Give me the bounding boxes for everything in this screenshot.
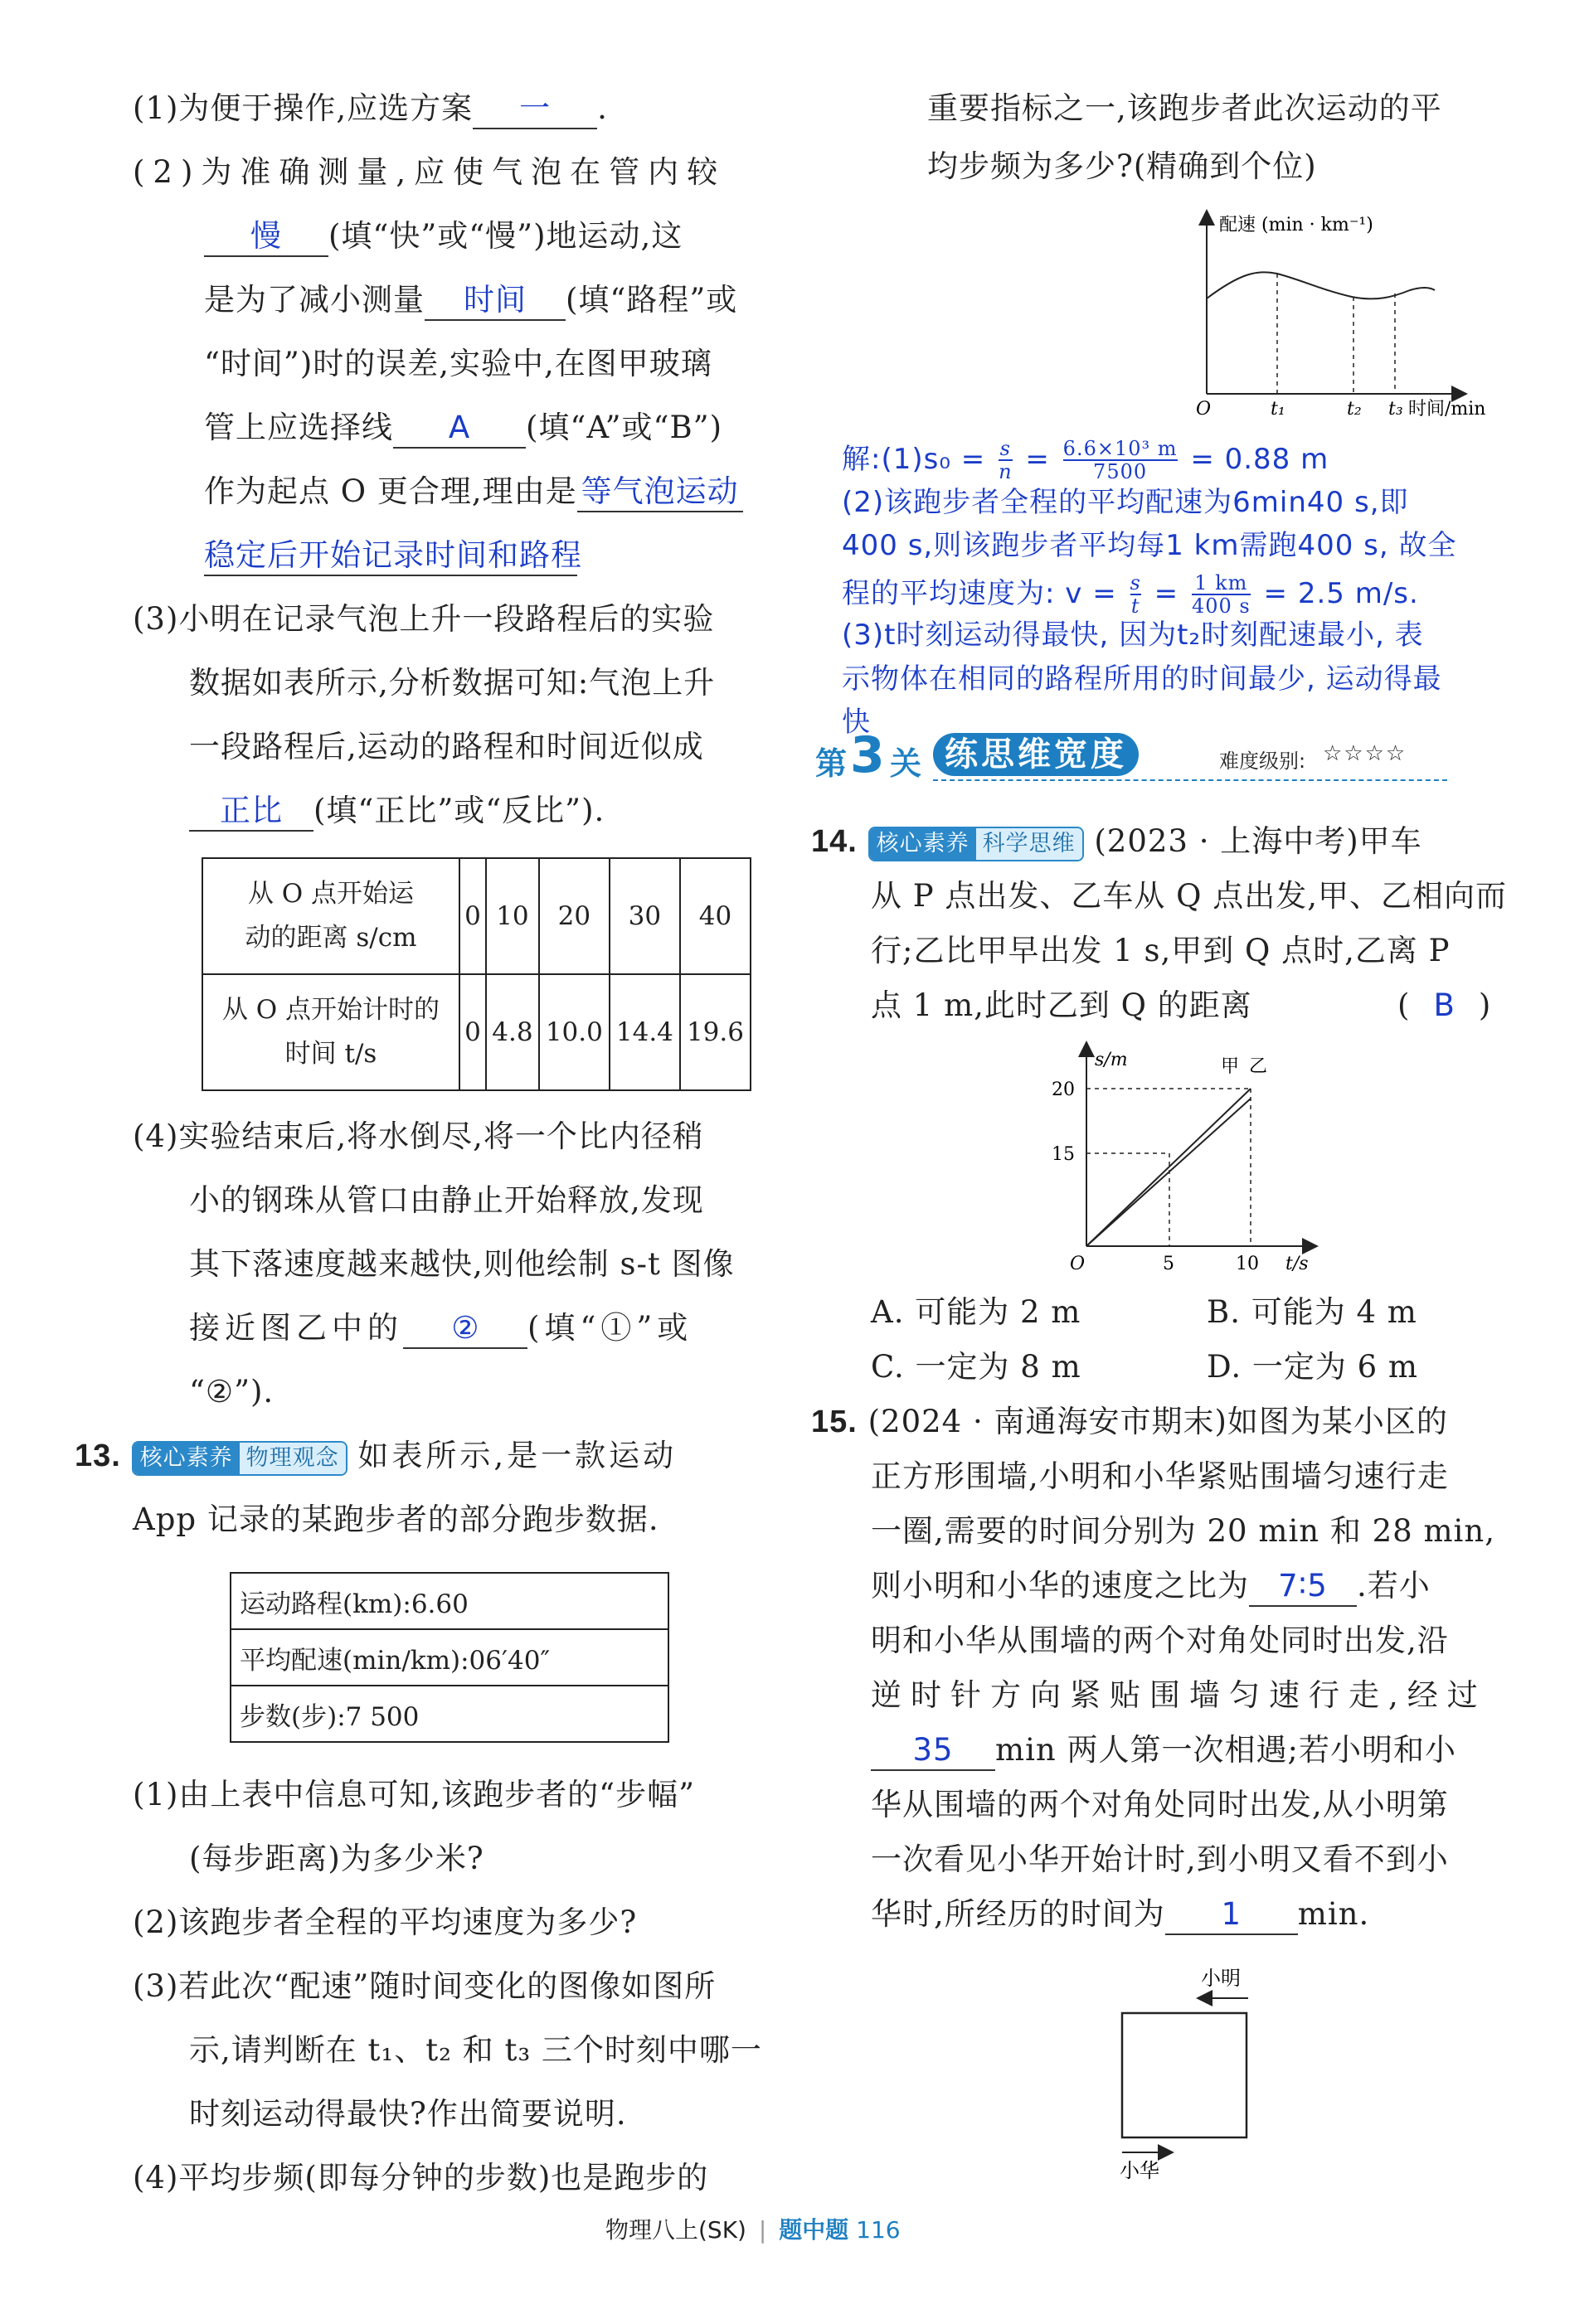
q14-header: 14. 核心素养 科学思维 (2023 · 上海中考)甲车	[811, 822, 1422, 862]
q14-option-c: C. 一定为 8 m	[871, 1349, 1081, 1385]
table-cell: 14.4	[610, 974, 680, 1090]
tick-5: 5	[1163, 1254, 1174, 1274]
x-axis-label: t/s	[1285, 1254, 1309, 1274]
q13-cont-line2: 均步频为多少?(精确到个位)	[927, 148, 1317, 184]
pace-curve	[1207, 272, 1435, 298]
difficulty-label: 难度级别:	[1219, 750, 1306, 773]
q13-app-data-box	[230, 1572, 669, 1743]
banner-number: 3	[850, 726, 885, 784]
q12-2-answer-quantity: 时间	[425, 281, 566, 321]
table-cell: 0	[459, 974, 486, 1090]
q12-part4-line2: 小的钢珠从管口由静止开始释放,发现	[189, 1182, 704, 1218]
table-cell: 10	[486, 858, 539, 974]
q14-option-a: A. 可能为 2 m	[871, 1294, 1081, 1330]
q13-part1-line2: (每步距离)为多少米?	[189, 1841, 484, 1876]
table-cell: 4.8	[486, 974, 539, 1090]
difficulty-stars: ☆☆☆☆	[1323, 741, 1407, 766]
q15-line7: 35 min 两人第一次相遇;若小明和小	[871, 1731, 1456, 1771]
q13-header: 13. 核心素养 物理观念 如表所示,是一款运动	[75, 1437, 677, 1477]
q12-1-answer: 一	[473, 90, 597, 129]
q14-tag: 核心素养 科学思维	[868, 827, 1084, 861]
q12-part2-line7	[204, 536, 582, 576]
q14-answer-bracket: ( B )	[1397, 987, 1492, 1023]
q12-part2-line3: 是为了减小测量 时间 (填“路程”或	[204, 281, 737, 321]
wall-figure	[1103, 1957, 1285, 2189]
q12-part1: (1)为便于操作,应选方案 一 .	[133, 90, 608, 129]
q12-2-answer-line: A	[393, 409, 526, 449]
page-number: 116	[856, 2216, 901, 2244]
q12-part3-line1: (3)小明在记录气泡上升一段路程后的实验	[133, 601, 715, 637]
solution-line1: 解:(1)s₀ = $\frac{s}{n}$ = $\frac{\text{6.6×10³ m}}{7500}$ = 0.88 m	[842, 437, 1329, 484]
q12-part3-line2: 数据如表所示,分析数据可知:气泡上升	[189, 665, 716, 701]
q12-part4-line1: (4)实验结束后,将水倒尽,将一个比内径稍	[133, 1118, 704, 1154]
q12-part4-line3: 其下落速度越来越快,则他绘制 s-t 图像	[189, 1246, 735, 1282]
pace-chart	[1178, 207, 1509, 431]
origin-label: O	[1070, 1254, 1086, 1274]
t2-label: t₂	[1347, 399, 1362, 420]
q15-answer-ratio: 7∶5	[1249, 1567, 1357, 1607]
q15-line10: 华时,所经历的时间为 1 min.	[871, 1895, 1369, 1935]
page-footer: 物理八上(SK) | 题中题 116	[605, 2216, 901, 2244]
q14-answer: B	[1433, 987, 1455, 1023]
label-yi: 乙	[1249, 1056, 1268, 1077]
line-jia	[1086, 1089, 1251, 1246]
q13-part4-line1: (4)平均步频(即每分钟的步数)也是跑步的	[133, 2160, 709, 2195]
banner-suffix: 关	[890, 745, 922, 782]
app-steps: 步数(步):7 500	[231, 1686, 668, 1742]
q12-part2-line5: 管上应选择线 A (填“A”或“B”)	[204, 409, 722, 449]
q13-line2: App 记录的某跑步者的部分跑步数据.	[133, 1502, 659, 1537]
q15-line9: 一次看见小华开始计时,到小明又看不到小	[871, 1841, 1449, 1877]
tick-20: 20	[1052, 1080, 1075, 1100]
table-cell: 10.0	[539, 974, 610, 1090]
table-cell: 0	[459, 858, 486, 974]
q15-line1: 15. (2024 · 南通海安市期末)如图为某小区的	[811, 1404, 1448, 1439]
q14-line3: 行;乙比甲早出发 1 s,甲到 Q 点时,乙离 P	[871, 933, 1451, 968]
q12-part2-line4: “时间”)时的误差,实验中,在图甲玻璃	[204, 346, 712, 381]
q13-part3-line1: (3)若此次“配速”随时间变化的图像如图所	[133, 1968, 717, 2004]
tick-15: 15	[1052, 1144, 1075, 1165]
footer-brand: 题中题	[779, 2216, 849, 2244]
table-row2-label: 从 O 点开始计时的 时间 t/s	[202, 974, 459, 1090]
xiaoming-label: 小明	[1201, 1967, 1241, 1990]
q15-line2: 正方形围墙,小明和小华紧贴围墙匀速行走	[871, 1458, 1449, 1494]
section-banner	[809, 726, 1455, 784]
q13-part2: (2)该跑步者全程的平均速度为多少?	[133, 1904, 638, 1940]
origin-label: O	[1196, 399, 1212, 420]
q13-cont-line1: 重要指标之一,该跑步者此次运动的平	[927, 90, 1442, 126]
q12-2-answer-reason-b: 稳定后开始记录时间和路程	[204, 536, 577, 576]
square-wall	[1122, 2013, 1247, 2137]
solution-line2: (2)该跑步者全程的平均配速为6min40 s,即	[842, 486, 1409, 519]
q12-part3-line4: 正比 (填“正比”或“反比”).	[189, 792, 605, 832]
xiaohua-label: 小华	[1120, 2159, 1159, 2182]
t1-label: t₁	[1271, 399, 1285, 420]
q12-part4-line5: “②”).	[189, 1374, 275, 1409]
x-axis-label: 时间/min	[1408, 399, 1486, 420]
q15-line8: 华从围墙的两个对角处同时出发,从小明第	[871, 1787, 1449, 1822]
q12-part2-line2: 慢 (填“快”或“慢”)地运动,这	[204, 217, 683, 257]
q13-part3-line3: 时刻运动得最快?作出简要说明.	[189, 2096, 627, 2132]
q12-3-answer: 正比	[189, 792, 313, 832]
tick-10: 10	[1236, 1254, 1259, 1274]
q14-option-d: D. 一定为 6 m	[1207, 1349, 1419, 1385]
q13-part3-line2: 示,请判断在 t₁、t₂ 和 t₃ 三个时刻中哪一	[189, 2032, 762, 2068]
q15-line6: 逆时针方向紧贴围墙匀速行走,经过	[871, 1677, 1487, 1713]
q13-tag: 核心素养 物理观念	[132, 1441, 347, 1476]
q14-line2: 从 P 点出发、乙车从 Q 点出发,甲、乙相向而	[871, 878, 1508, 914]
q12-2-answer-reason-a: 等气泡运动	[577, 473, 743, 512]
q12-2-answer-speed: 慢	[204, 217, 328, 257]
line-yi	[1086, 1099, 1251, 1246]
q12-part2-line6: 作为起点 O 更合理,理由是 等气泡运动	[204, 473, 743, 512]
q13-part1-line1: (1)由上表中信息可知,该跑步者的“步幅”	[133, 1777, 696, 1812]
solution-line4: 程的平均速度为: v = $\frac{s}{t}$ = $\frac{1 km}{400 s}$ = 2.5 m/s.	[842, 571, 1419, 619]
solution-line3: 400 s,则该跑步者平均每1 km需跑400 s, 故全	[842, 529, 1457, 562]
q15-answer-duration: 1	[1165, 1895, 1298, 1935]
t3-label: t₃	[1388, 399, 1403, 420]
table-cell: 40	[680, 858, 751, 974]
q15-line5: 明和小华从围墙的两个对角处同时出发,沿	[871, 1623, 1449, 1658]
q15-answer-meet-time: 35	[871, 1731, 995, 1771]
q14-line4: 点 1 m,此时乙到 Q 的距离	[871, 987, 1252, 1023]
solution-line5: (3)t时刻运动得最快, 因为t₂时刻配速最小, 表	[842, 619, 1424, 652]
q15-line4: 则小明和小华的速度之比为 7∶5 .若小	[871, 1567, 1431, 1607]
banner-prefix: 第	[815, 745, 848, 782]
banner-dash-line	[933, 779, 1447, 781]
app-pace: 平均配速(min/km):06′40″	[231, 1629, 668, 1686]
y-axis-label: s/m	[1095, 1050, 1128, 1070]
q12-data-table	[202, 857, 751, 1091]
table-row1-label: 从 O 点开始运 动的距离 s/cm	[202, 858, 459, 974]
q12-4-answer: ②	[403, 1309, 527, 1349]
solution-line7: 快	[842, 706, 871, 739]
table-cell: 30	[610, 858, 680, 974]
q12-part3-line3: 一段路程后,运动的路程和时间近似成	[189, 729, 704, 764]
y-axis-label: 配速 (min · km⁻¹)	[1219, 215, 1373, 235]
table-cell: 20	[539, 858, 610, 974]
label-jia: 甲	[1221, 1056, 1240, 1077]
table-cell: 19.6	[680, 974, 751, 1090]
footer-subject: 物理八上(SK)	[605, 2216, 746, 2244]
app-distance: 运动路程(km):6.60	[231, 1573, 668, 1629]
st-chart	[1037, 1041, 1335, 1281]
q12-part4-line4: 接近图乙中的 ② (填“①”或	[189, 1309, 693, 1349]
banner-title: 练思维宽度	[933, 733, 1139, 776]
solution-line6: 示物体在相同的路程所用的时间最少, 运动得最	[842, 662, 1442, 696]
q14-option-b: B. 可能为 4 m	[1207, 1294, 1417, 1330]
q12-part2-line1: (2)为准确测量,应使气泡在管内较	[133, 154, 727, 190]
q15-line3: 一圈,需要的时间分别为 20 min 和 28 min,	[871, 1513, 1495, 1549]
